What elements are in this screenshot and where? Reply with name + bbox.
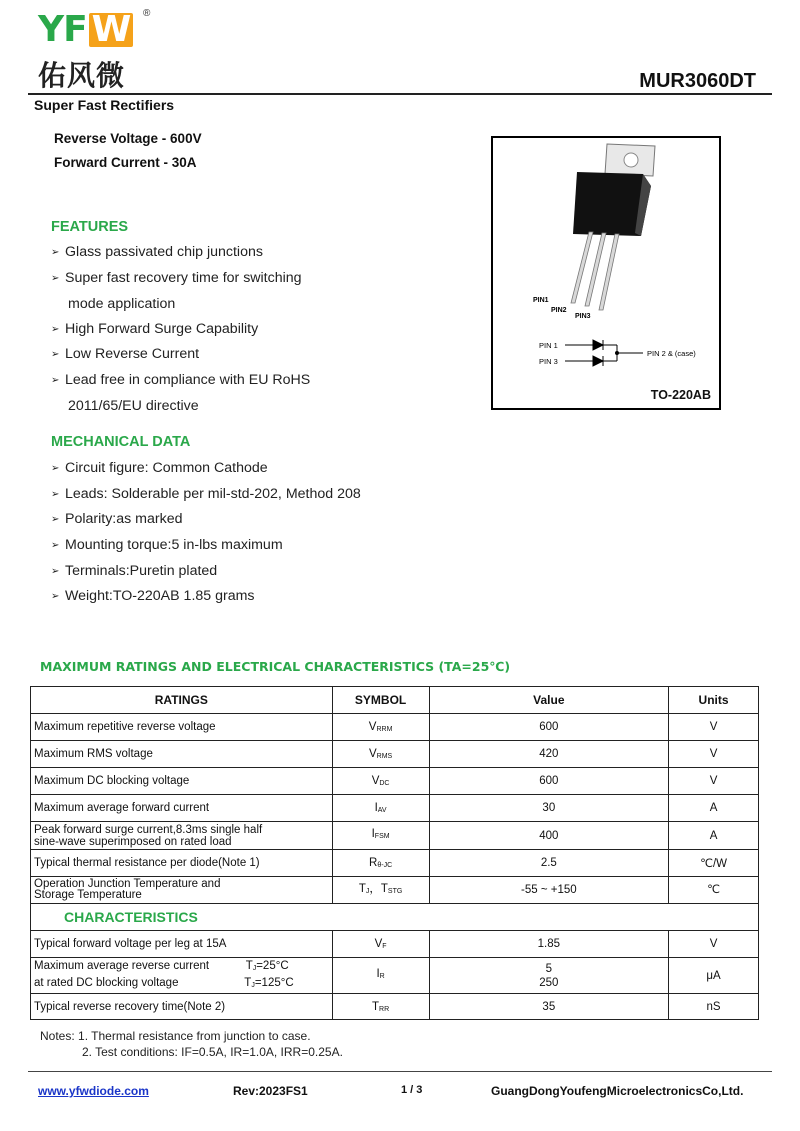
table-row: Typical forward voltage per leg at 15A $V_F$ 1.85 V bbox=[31, 931, 759, 958]
features-heading: FEATURES bbox=[51, 219, 129, 235]
col-header: Value bbox=[429, 687, 669, 714]
logo-w-mark: W bbox=[89, 13, 134, 47]
header-divider bbox=[28, 93, 772, 95]
spec-forward-current: Forward Current - 30A bbox=[54, 155, 197, 170]
note-2: 2. Test conditions: IF=0.5A, IR=1.0A, IRR=0.25A. bbox=[82, 1045, 343, 1059]
feature-item-cont: 2011/65/EU directive bbox=[68, 398, 199, 414]
mechanical-heading: MECHANICAL DATA bbox=[51, 434, 191, 450]
ratings-table bbox=[30, 686, 759, 1020]
pin3-label: PIN3 bbox=[575, 313, 591, 320]
part-number: MUR3060DT bbox=[639, 70, 756, 92]
logo-chinese: 佑风微 bbox=[38, 59, 126, 92]
pin1-label: PIN1 bbox=[533, 297, 549, 304]
col-header: RATINGS bbox=[31, 687, 333, 714]
table-header-row bbox=[31, 687, 759, 714]
diode-symbol bbox=[565, 340, 643, 366]
schematic-pin3: PIN 3 bbox=[539, 357, 558, 366]
brand-logo: YF W bbox=[38, 12, 133, 48]
schematic-pin2: PIN 2 & (case) bbox=[647, 349, 696, 358]
package-name: TO-220AB bbox=[650, 388, 711, 402]
pin2-label: PIN2 bbox=[551, 307, 567, 314]
feature-item-cont: mode application bbox=[68, 296, 176, 312]
col-header: Units bbox=[669, 687, 759, 714]
note-1: Notes: 1. Thermal resistance from junction to case. bbox=[40, 1029, 311, 1043]
table-row: Operation Junction Temperature and Storage Temperature $T_J$，$T_{STG}$ -55 ~ +150 ℃ bbox=[31, 877, 759, 904]
mechanical-item: ➢ Terminals:Puretin plated bbox=[51, 563, 218, 579]
revision: Rev:2023FS1 bbox=[233, 1084, 308, 1098]
feature-item: ➢ Low Reverse Current bbox=[51, 346, 200, 362]
schematic-pin1: PIN 1 bbox=[539, 341, 558, 350]
table-row: Maximum DC blocking voltage $V_{DC}$ 600 V bbox=[31, 768, 759, 795]
table-row: Typical reverse recovery time(Note 2) $T_{RR}$ 35 nS bbox=[31, 994, 759, 1020]
table-row: Maximum average forward current $I_{AV}$ 30 A bbox=[31, 795, 759, 822]
page-number: 1 / 3 bbox=[401, 1084, 423, 1096]
table-title: MAXIMUM RATINGS AND ELECTRICAL CHARACTERISTICS (TA=25℃) bbox=[40, 659, 511, 674]
feature-item: ➢ High Forward Surge Capability bbox=[51, 321, 259, 337]
feature-item: ➢ Super fast recovery time for switching bbox=[51, 270, 302, 286]
mechanical-item: ➢ Mounting torque:5 in-lbs maximum bbox=[51, 537, 283, 553]
table-row: Peak forward surge current,8.3ms single half sine-wave superimposed on rated load $I_{FSM}$ 400 A bbox=[31, 822, 759, 850]
company-name: GuangDongYoufengMicroelectronicsCo,Ltd. bbox=[491, 1084, 744, 1098]
characteristics-heading-row bbox=[31, 904, 759, 931]
table-row: Typical thermal resistance per diode(Note 1) $R_{\theta-JC}$ 2.5 ℃/W bbox=[31, 850, 759, 877]
feature-item: ➢ Glass passivated chip junctions bbox=[51, 244, 263, 260]
table-row: Maximum repetitive reverse voltage $V_{RRM}$ 600 V bbox=[31, 714, 759, 741]
footer-divider bbox=[28, 1071, 772, 1072]
table-row: Maximum RMS voltage $V_{RMS}$ 420 V bbox=[31, 741, 759, 768]
characteristics-heading: CHARACTERISTICS bbox=[31, 904, 759, 931]
website-link[interactable]: www.yfwdiode.com bbox=[38, 1084, 149, 1098]
col-header: SYMBOL bbox=[332, 687, 429, 714]
mechanical-item: ➢ Polarity:as marked bbox=[51, 511, 183, 527]
mechanical-item: ➢ Circuit figure: Common Cathode bbox=[51, 460, 268, 476]
spec-reverse-voltage: Reverse Voltage - 600V bbox=[54, 131, 202, 146]
feature-item: ➢ Lead free in compliance with EU RoHS bbox=[51, 372, 311, 388]
table-row: Maximum average reverse current $T_J=25^\circ C$ at rated DC blocking voltage $T_J=125^\circ C$ $I_R$ 5 250 μA bbox=[31, 958, 759, 994]
mechanical-item: ➢ Weight:TO-220AB 1.85 grams bbox=[51, 588, 255, 604]
registered-mark: ® bbox=[143, 8, 151, 19]
mechanical-item: ➢ Leads: Solderable per mil-std-202, Method 208 bbox=[51, 486, 361, 502]
package-figure bbox=[491, 136, 721, 410]
page-subtitle: Super Fast Rectifiers bbox=[34, 97, 175, 113]
package-drawing bbox=[493, 138, 719, 408]
